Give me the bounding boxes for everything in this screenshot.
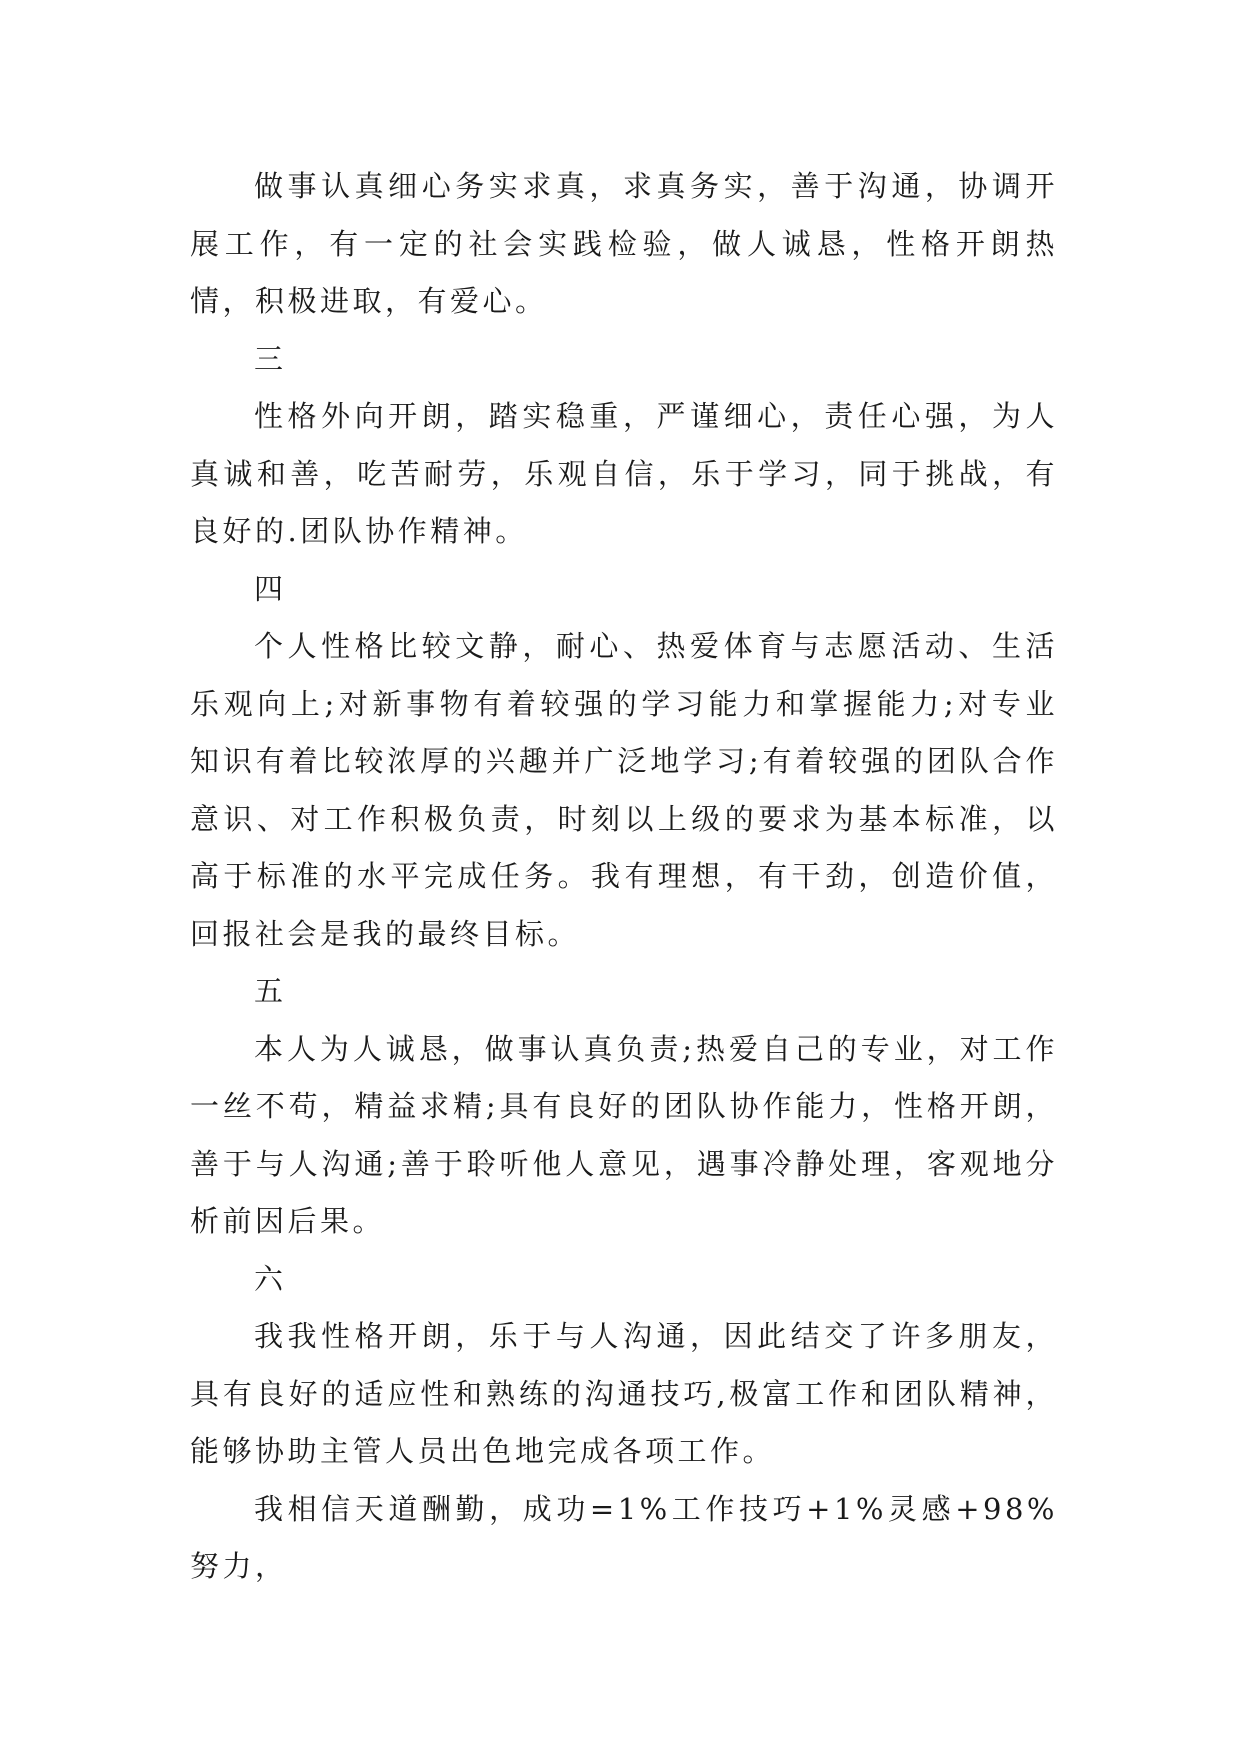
paragraph-5: 我我性格开朗，乐于与人沟通，因此结交了许多朋友，具有良好的适应性和熟练的沟通技巧,极富工作和团队精神，能够协助主管人员出色地完成各项工作。 (190, 1319, 1058, 1468)
section-heading-4: 四 (254, 571, 287, 606)
paragraph-2: 性格外向开朗，踏实稳重，严谨细心，责任心强，为人真诚和善，吃苦耐劳，乐观自信，乐于学习，同于挑战，有良好的.团队协作精神。 (190, 399, 1058, 548)
section-heading-3: 三 (254, 341, 287, 376)
paragraph-4: 本人为人诚恳，做事认真负责;热爱自己的专业，对工作一丝不苟，精益求精;具有良好的团队协作能力，性格开朗，善于与人沟通;善于聆听他人意见，遇事冷静处理，客观地分析前因后果。 (190, 1031, 1058, 1238)
document-body (190, 158, 1058, 1596)
section-heading-5: 五 (254, 974, 287, 1008)
section-heading-6: 六 (254, 1261, 287, 1296)
paragraph-6: 我相信天道酬勤，成功=1%工作技巧+1%灵感+98%努力， (190, 1491, 1058, 1583)
paragraph-1: 做事认真细心务实求真，求真务实，善于沟通，协调开展工作，有一定的社会实践检验，做人诚恳，性格开朗热情，积极进取，有爱心。 (190, 169, 1058, 318)
paragraph-3: 个人性格比较文静，耐心、热爱体育与志愿活动、生活乐观向上;对新事物有着较强的学习能力和掌握能力;对专业知识有着比较浓厚的兴趣并广泛地学习;有着较强的团队合作意识、对工作积极负责，时刻以上级的要求为基本标准，以高于标准的水平完成任务。我有理想，有干劲，创造价值，回报社会是我的最终目标。 (190, 629, 1058, 951)
